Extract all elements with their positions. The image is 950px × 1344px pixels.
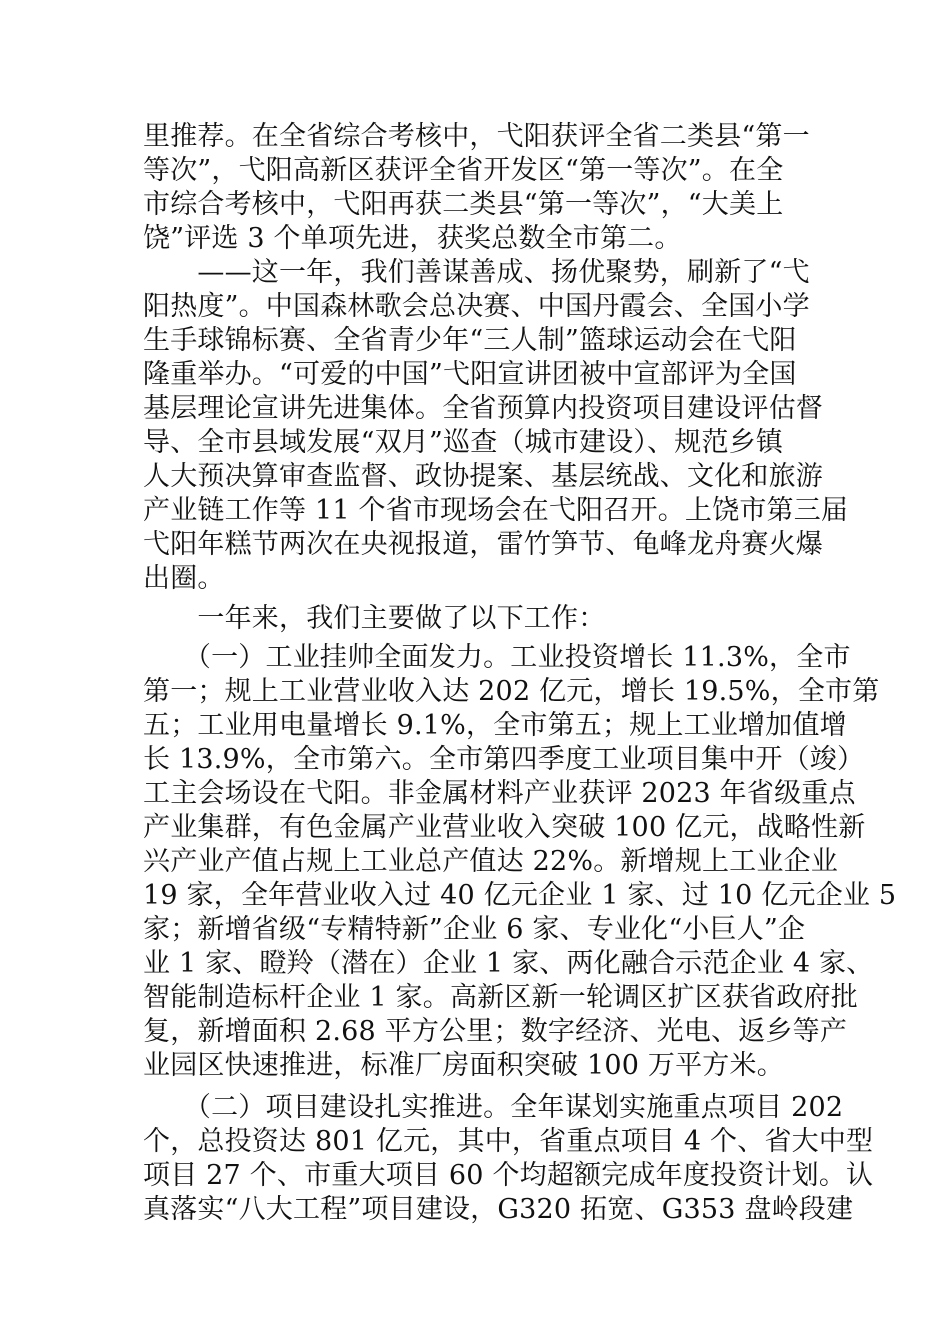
text-line: 项目 27 个、市重大项目 60 个均超额完成年度投资计划。认 <box>143 1160 874 1191</box>
text-line: 市综合考核中，弋阳再获二类县“第一等次”，“大美上 <box>143 189 784 220</box>
text-line: 隆重举办。“可爱的中国”弋阳宣讲团被中宣部评为全国 <box>143 359 797 390</box>
text-line: 五；工业用电量增长 9.1%，全市第五；规上工业增加值增 <box>143 710 847 741</box>
text-line: ——这一年，我们善谋善成、扬优聚势，刷新了“弋 <box>143 257 810 288</box>
text-line: 19 家，全年营业收入过 40 亿元企业 1 家、过 10 亿元企业 5 <box>143 880 897 911</box>
text-line: 一年来，我们主要做了以下工作： <box>143 603 606 634</box>
text-line: 家；新增省级“专精特新”企业 6 家、专业化“小巨人”企 <box>143 914 806 945</box>
text-line: 产业链工作等 11 个省市现场会在弋阳召开。上饶市第三届 <box>143 495 849 526</box>
text-line: 基层理论宣讲先进集体。全省预算内投资项目建设评估督 <box>143 393 823 424</box>
text-line: 弋阳年糕节两次在央视报道，雷竹笋节、龟峰龙舟赛火爆 <box>143 529 823 560</box>
text-line: 业园区快速推进，标准厂房面积突破 100 万平方米。 <box>143 1050 784 1081</box>
text-line: 智能制造标杆企业 1 家。高新区新一轮调区扩区获省政府批 <box>143 982 858 1013</box>
text-line: 产业集群，有色金属产业营业收入突破 100 亿元，战略性新 <box>143 812 866 843</box>
text-line: 长 13.9%，全市第六。全市第四季度工业项目集中开（竣） <box>143 744 865 775</box>
text-line: 真落实“八大工程”项目建设，G320 拓宽、G353 盘岭段建 <box>143 1194 854 1225</box>
text-line: 复，新增面积 2.68 平方公里；数字经济、光电、返乡等产 <box>143 1016 848 1047</box>
text-line: 导、全市县域发展“双月”巡查（城市建设）、规范乡镇 <box>143 427 784 458</box>
text-line: 里推荐。在全省综合考核中，弋阳获评全省二类县“第一 <box>143 121 810 152</box>
text-line: 第一；规上工业营业收入达 202 亿元，增长 19.5%，全市第 <box>143 676 880 707</box>
text-line: 出圈。 <box>143 563 225 594</box>
text-line: 阳热度”。中国森林歌会总决赛、中国丹霞会、全国小学 <box>143 291 810 322</box>
text-line: 生手球锦标赛、全省青少年“三人制”篮球运动会在弋阳 <box>143 325 797 356</box>
text-line: 饶”评选 3 个单项先进，获奖总数全市第二。 <box>143 223 682 254</box>
text-line: 等次”，弋阳高新区获评全省开发区“第一等次”。在全 <box>143 155 784 186</box>
text-line: 人大预决算审查监督、政协提案、基层统战、文化和旅游 <box>143 461 823 492</box>
text-line: 工主会场设在弋阳。非金属材料产业获评 2023 年省级重点 <box>143 778 856 809</box>
text-line: 业 1 家、瞪羚（潜在）企业 1 家、两化融合示范企业 4 家、 <box>143 948 874 979</box>
text-line: （二）项目建设扎实推进。全年谋划实施重点项目 202 <box>143 1092 844 1123</box>
text-line: 兴产业产值占规上工业总产值达 22%。新增规上工业企业 <box>143 846 838 877</box>
text-line: 个，总投资达 801 亿元，其中，省重点项目 4 个、省大中型 <box>143 1126 874 1157</box>
text-line: （一）工业挂帅全面发力。工业投资增长 11.3%，全市 <box>143 642 851 673</box>
